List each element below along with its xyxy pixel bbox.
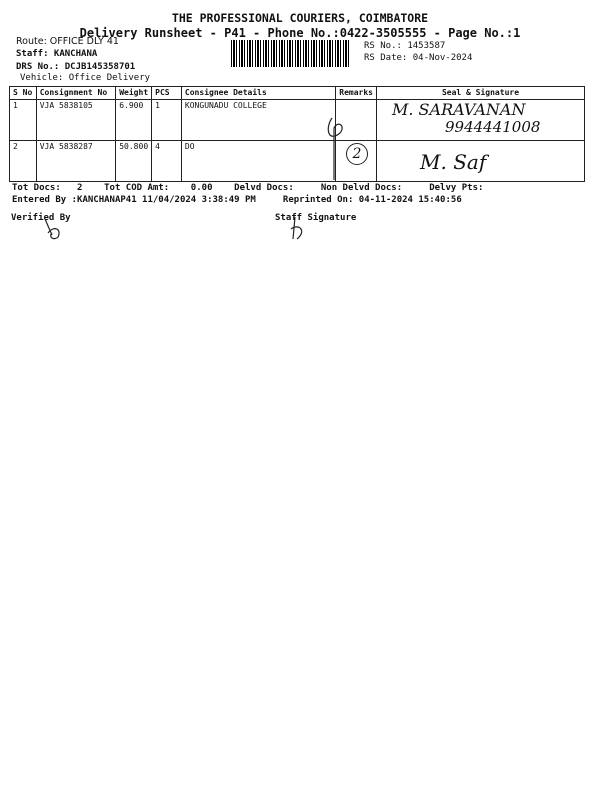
- row-pcs: 4: [152, 141, 182, 182]
- table-header-row: [10, 87, 585, 100]
- col-consignment: Consignment No: [36, 87, 116, 100]
- company-title: THE PROFESSIONAL COURIERS, COIMBATORE: [171, 11, 429, 25]
- col-consignee: Consignee Details: [181, 87, 335, 100]
- handwritten-signature: M. Saf: [420, 150, 487, 174]
- verifier-initials: [40, 215, 70, 243]
- table-row: [10, 141, 585, 182]
- row-consignment: VJA 5838287: [36, 141, 116, 182]
- remark-circle-mark: 2: [346, 143, 368, 165]
- col-remarks: Remarks: [336, 87, 377, 100]
- row-consignee: KONGUNADU COLLEGE: [181, 100, 335, 141]
- vehicle-label: Vehicle: Office Delivery: [20, 73, 151, 83]
- handwritten-name: M. SARAVANAN: [392, 100, 526, 119]
- col-weight: Weight: [116, 87, 152, 100]
- drs-number: DRS No.: DCJB145358701: [16, 62, 136, 72]
- row-weight: 6.900: [116, 100, 152, 141]
- staff-signature-label: Staff Signature: [275, 213, 357, 223]
- row-weight: 50.800: [116, 141, 152, 182]
- handwritten-bracket-mark: [320, 88, 380, 183]
- staff-label: Staff: KANCHANA: [16, 49, 98, 59]
- entered-line: Entered By :KANCHANAP41 11/04/2024 3:38:49 PM Reprinted On: 04-11-2024 15:40:56: [12, 195, 462, 205]
- totals-line: Tot Docs: 2 Tot COD Amt: 0.00 Delvd Docs: Non Delvd Docs: Delvy Pts:: [12, 183, 484, 193]
- route-label: Route: OFFICE DLY 41: [16, 36, 119, 47]
- row-consignee: DO: [181, 141, 335, 182]
- handwritten-phone: 9944441008: [445, 118, 541, 136]
- col-pcs: PCS: [152, 87, 182, 100]
- row-sno: 1: [10, 100, 37, 141]
- barcode: [231, 40, 350, 67]
- rs-number: RS No.: 1453587: [364, 41, 446, 51]
- verified-by-label: Verified By: [11, 213, 71, 223]
- row-pcs: 1: [152, 100, 182, 141]
- rs-date: RS Date: 04-Nov-2024: [364, 53, 473, 63]
- runsheet-title: Delivery Runsheet - P41 - Phone No.:0422-3505555 - Page No.:1: [79, 26, 521, 40]
- row-sno: 2: [10, 141, 37, 182]
- staff-initials: [283, 215, 313, 243]
- col-sno: S No: [10, 87, 37, 100]
- row-consignment: VJA 5838105: [36, 100, 116, 141]
- col-signature: Seal & Signature: [376, 87, 584, 100]
